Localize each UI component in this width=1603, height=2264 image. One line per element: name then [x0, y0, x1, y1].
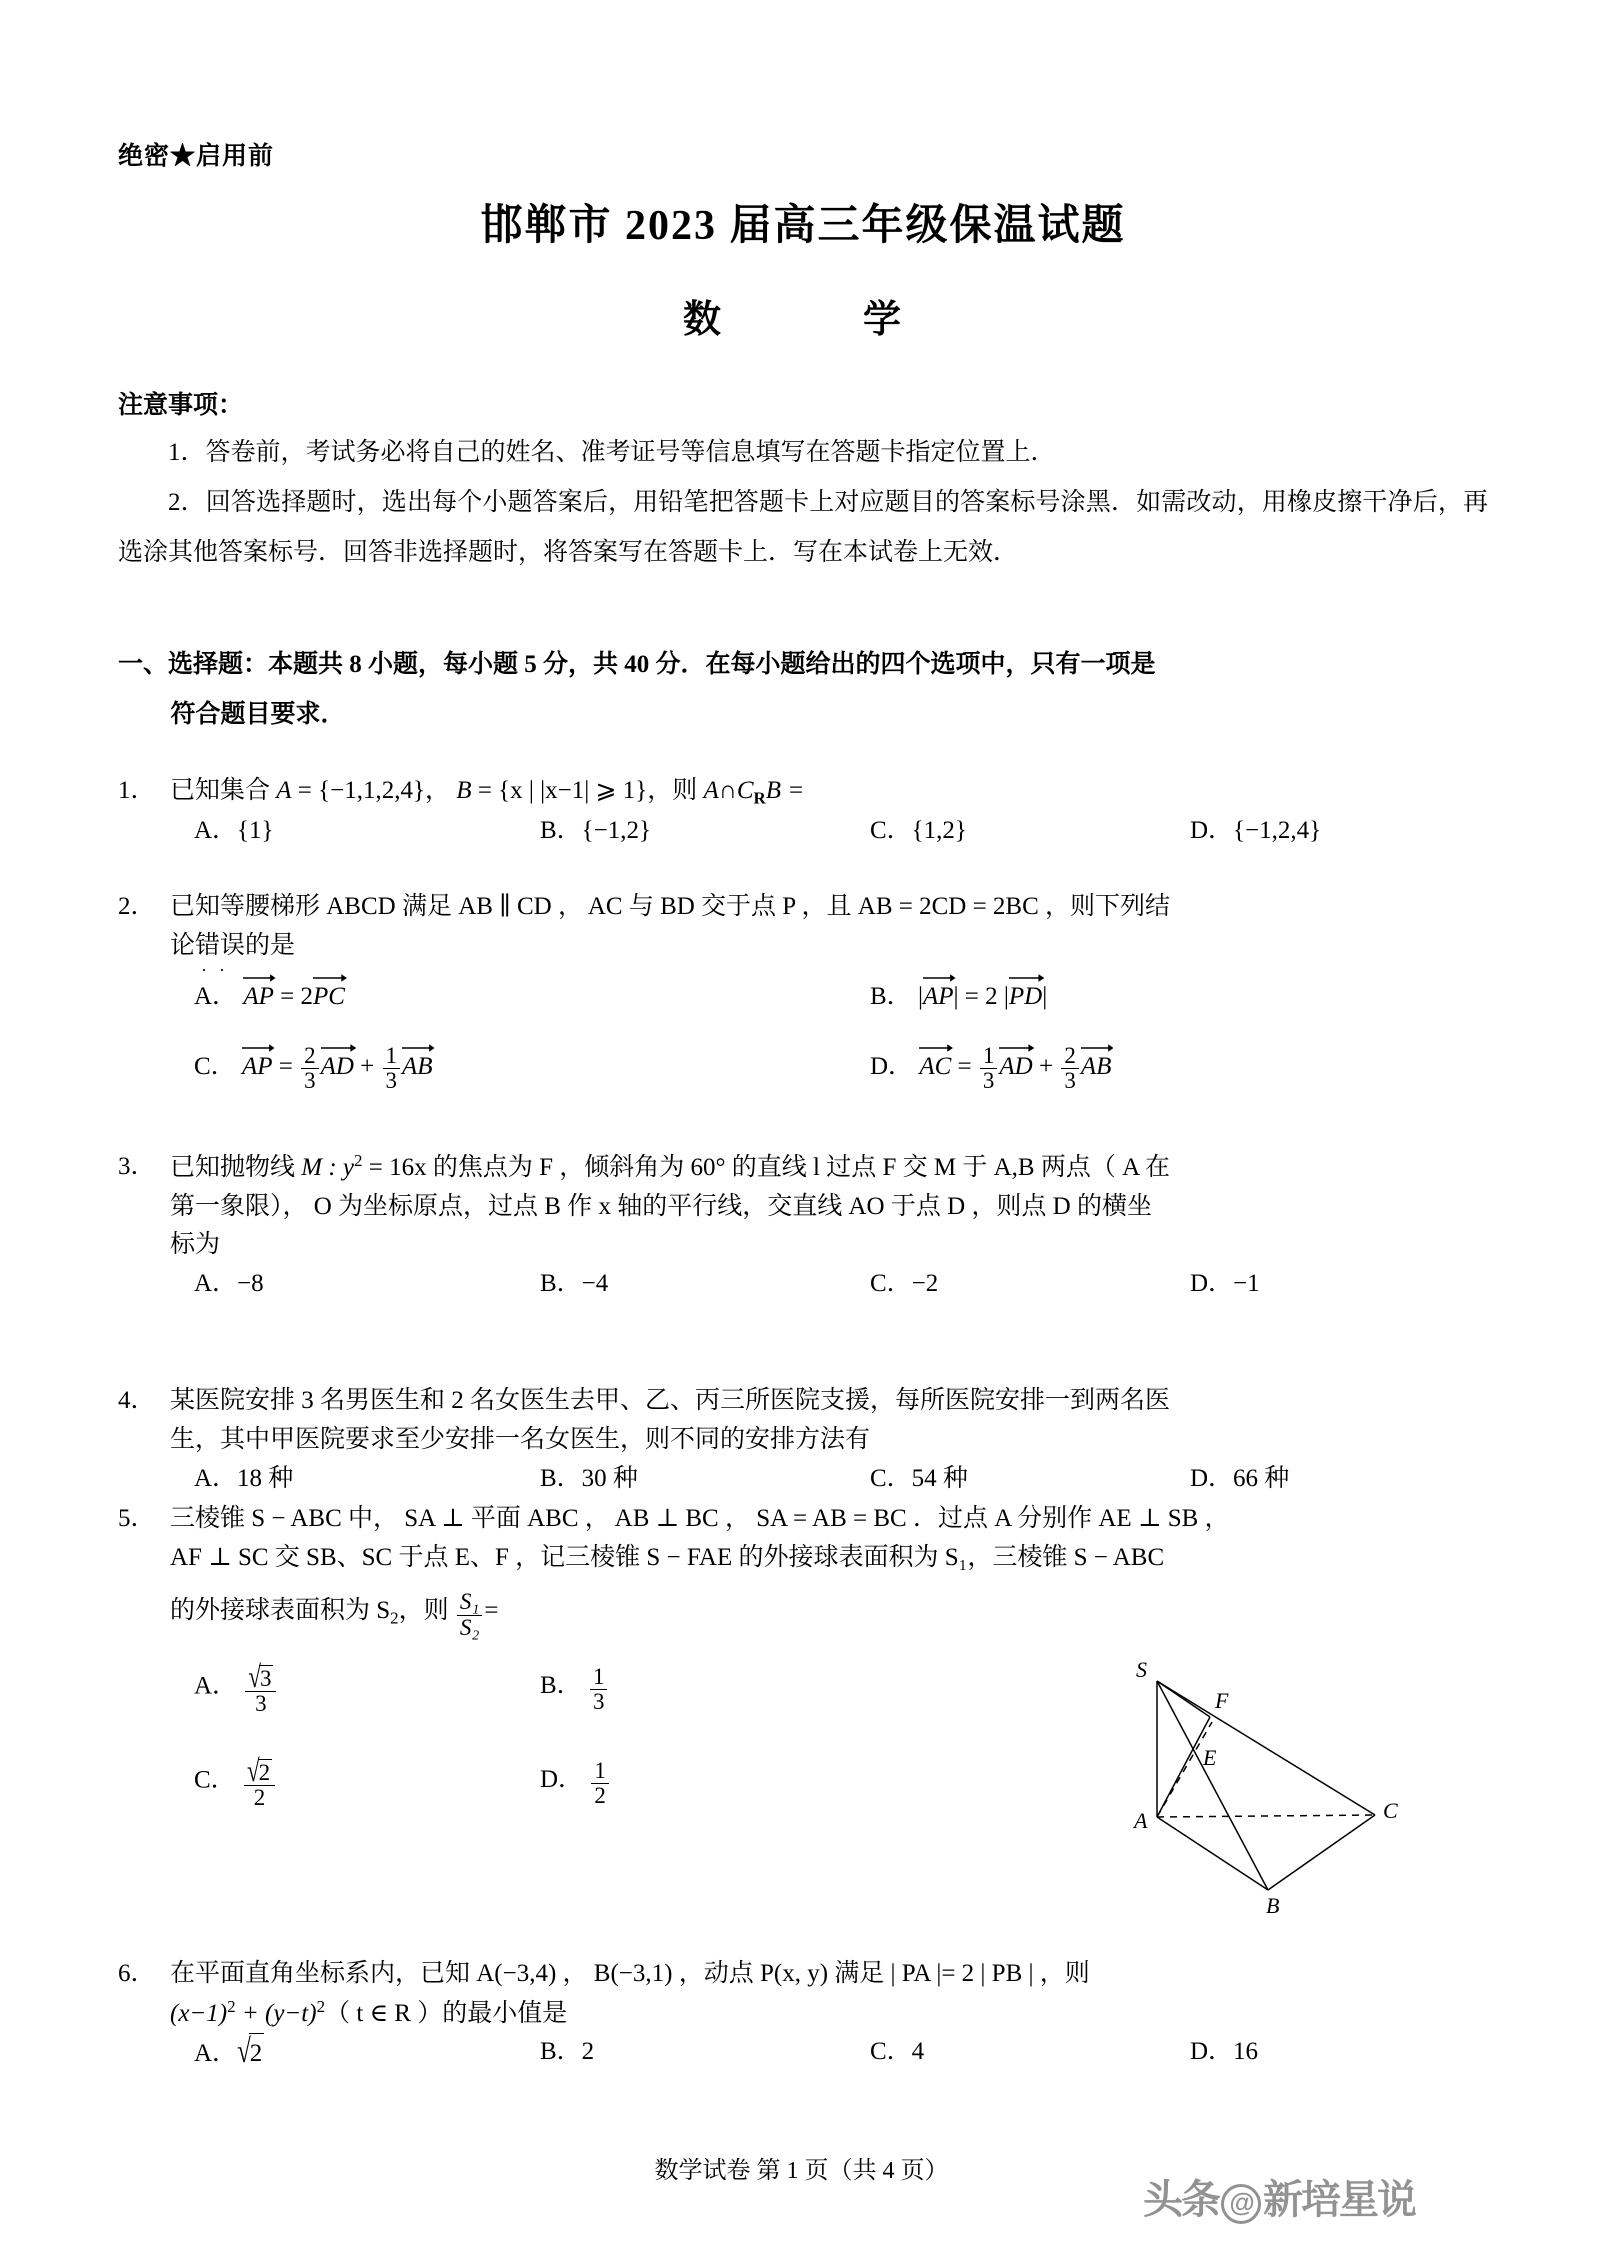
question-1-options [170, 812, 1488, 854]
sqrt-3-icon: √3 [248, 1659, 272, 1694]
q2-option-d[interactable]: D． AC = $\frac{1}{3}$ AD + $\frac{2}{3}$ AB [870, 1042, 1112, 1093]
q1-setA-value: {−1,1,2,4} [318, 777, 426, 804]
question-2-options-row-1 [170, 966, 1488, 1028]
q5-option-d[interactable] [540, 1759, 611, 1809]
q2-option-d-label: D． [870, 1052, 914, 1080]
fraction-1-3: $\frac{1}{3}$ [383, 1044, 401, 1094]
q3-line1-prefix: 已知抛物线 [170, 1153, 302, 1181]
q4-option-d[interactable]: D．66 种 [1190, 1464, 1290, 1492]
q1-stem-prefix: 已知集合 [170, 777, 277, 804]
q2-option-b-label: B． [870, 982, 912, 1010]
question-1-number: 1． [118, 777, 156, 804]
question-5-number: 5． [118, 1505, 156, 1532]
vector-AP-icon-2: AP [923, 976, 954, 1017]
q5-option-a[interactable] [194, 1659, 278, 1717]
fraction-1-over-3: $\frac{1}{3}$ [590, 1665, 608, 1715]
question-3-options [170, 1265, 1488, 1307]
q3-option-d[interactable]: D．−1 [1190, 1270, 1260, 1298]
fraction-sqrt2-over-2: $\frac{√2}{2}$ [244, 1759, 275, 1811]
section-one-line-1: 一、选择题：本题共 8 小题，每小题 5 分，共 40 分．在每小题给出的四个选项中，只有一项是 [118, 651, 1156, 678]
watermark-prefix: 头条 [1143, 2178, 1219, 2222]
fraction-2-3-b: $\frac{2}{3}$ [1061, 1044, 1079, 1094]
q6-term-2: + (y−t) [235, 1999, 317, 2027]
q6-option-d[interactable]: D．16 [1190, 2038, 1259, 2066]
q5-option-c-label: C． [194, 1765, 236, 1793]
question-4-options [170, 1460, 1488, 1502]
notice-list [118, 428, 1488, 578]
secret-label: 绝密★启用前 [118, 143, 275, 170]
question-6-line-1: 在平面直角坐标系内，已知 A(−3,4) ， B(−3,1) ，动点 P(x, y) 满足 | PA |= 2 | PB | ，则 [170, 1960, 1090, 1987]
question-3-body [170, 1148, 1488, 1307]
question-2-number: 2． [118, 893, 156, 920]
question-6-line-2 [170, 1994, 1488, 2034]
sqrt-2-icon-b: √2 [237, 2033, 264, 2074]
q4-option-c[interactable]: C．54 种 [870, 1464, 968, 1492]
q5-S2-sub: 2 [390, 1607, 399, 1627]
q4-option-b[interactable]: B．30 种 [540, 1464, 638, 1492]
question-3-line-3: 标为 [170, 1231, 221, 1259]
vector-AP-icon: AP [243, 976, 274, 1017]
q5-line3-mid: ，则 [398, 1596, 455, 1624]
question-3-line-2: 第一象限）， O 为坐标原点，过点 B 作 x 轴的平行线，交直线 AO 于点 D ，则点 D 的横坐 [170, 1192, 1152, 1220]
at-sign-icon: @ [1221, 2184, 1261, 2224]
q1-option-d[interactable]: D．{−1,2,4} [1190, 816, 1322, 844]
q5-option-c[interactable] [194, 1753, 277, 1811]
page-footer: 数学试卷 第 1 页（共 4 页） [654, 2158, 949, 2184]
vector-PC-icon: PC [313, 976, 345, 1017]
question-3 [118, 1148, 1488, 1307]
question-2-options-row-2 [170, 1028, 1488, 1114]
q2-stem-pre: 论 [170, 931, 196, 959]
q3-exponent: 2 [354, 1151, 363, 1170]
question-4 [118, 1382, 1488, 1502]
q2-option-b[interactable]: B． | AP| = 2 | PD| [870, 976, 1047, 1017]
q6-option-c[interactable]: C．4 [870, 2038, 925, 2066]
q2-stem-post: 的是 [245, 931, 296, 959]
ratio-S1-S2: $\frac{\text{S₁}}{\text{S₂}}$ [457, 1590, 483, 1640]
q1-setB-name: B [456, 777, 472, 804]
notice-heading: 注意事项： [118, 392, 244, 419]
question-2-stem-line-1: 已知等腰梯形 ABCD 满足 AB ∥ CD ， AC 与 BD 交于点 P ，且 AB = 2CD = 2BC ，则下列结 [170, 893, 1171, 920]
tetrahedron-figure [1090, 1625, 1420, 1925]
question-3-number: 3． [118, 1153, 156, 1180]
q3-option-c[interactable]: C．−2 [870, 1270, 939, 1298]
question-6-number: 6． [118, 1960, 156, 1987]
question-3-line-1 [170, 1148, 1488, 1188]
q6-exp-2: 2 [316, 1996, 326, 2016]
question-2 [118, 888, 1488, 1114]
vector-AB-icon-2: AB [1081, 1046, 1112, 1087]
figure-label-S: S [1136, 1657, 1147, 1682]
q3-parabola: M : y [301, 1153, 355, 1181]
section-one-heading [118, 640, 1488, 740]
q1-then: 则 [672, 777, 704, 804]
subject-title: 数 学 [682, 299, 923, 341]
notice-item-2: 2．回答选择题时，选出每个小题答案后，用铅笔把答题卡上对应题目的答案标号涂黑．如需改动，用橡皮擦干净后，再选涂其他答案标号．回答非选择题时，将答案写在答题卡上．写在本试卷上无效． [118, 489, 1488, 566]
question-1-body [170, 772, 1488, 854]
figure-label-C: C [1383, 1798, 1398, 1823]
q2-option-a[interactable]: A． AP = 2 PC [194, 976, 345, 1017]
question-5-line-2: AF ⊥ SC 交 SB、SC 于点 E、F ，记三棱锥 S − FAE 的外接球表面积为 S₁，三棱锥 S − ABC [170, 1543, 1165, 1571]
fraction-1-over-2: $\frac{1}{2}$ [591, 1759, 609, 1809]
q6-option-b[interactable]: B．2 [540, 2038, 595, 2066]
q4-option-a[interactable]: A．18 种 [194, 1464, 294, 1492]
q5-option-d-label: D． [540, 1765, 584, 1793]
vector-AC-icon: AC [919, 1046, 951, 1087]
q2-option-c-label: C． [194, 1052, 236, 1080]
q3-line1-rest: = 16x 的焦点为 F ，倾斜角为 60° 的直线 l 过点 F 交 M 于 A,B 两点（ A 在 [362, 1153, 1171, 1181]
q1-option-a[interactable]: A．{1} [194, 816, 274, 844]
vector-AD-icon: AD [321, 1046, 354, 1087]
q5-option-b[interactable] [540, 1665, 609, 1715]
q2-emphasis-word: 错误 ·· [195, 927, 245, 966]
q1-expr: A∩C [703, 777, 754, 804]
question-2-stem-line-2 [170, 927, 1488, 966]
figure-label-A: A [1134, 1808, 1148, 1833]
vector-AP-icon-3: AP [242, 1046, 273, 1087]
fraction-sqrt3-over-3: $\frac{√3}{3}$ [245, 1665, 276, 1717]
q6-exp-1: 2 [227, 1996, 236, 2016]
q6-option-a[interactable]: A．√2 [194, 2033, 264, 2074]
vector-PD-icon: PD [1009, 976, 1042, 1017]
tetrahedron-svg [1090, 1625, 1420, 1925]
q1-expr-sub: R [753, 788, 766, 808]
figure-label-E: E [1203, 1745, 1217, 1770]
question-4-number: 4． [118, 1387, 156, 1414]
q1-expr-tail: B = [765, 777, 805, 804]
question-5-line-1: 三棱锥 S − ABC 中， SA ⊥ 平面 ABC ， AB ⊥ BC ， SA = AB = BC ．过点 A 分别作 AE ⊥ SB ， [170, 1505, 1230, 1532]
q5-option-a-label: A． [194, 1671, 238, 1699]
question-1-stem: 已知集合 A = {−1,1,2,4}， B = {x | |x−1| ⩾ 1}，则 $A\cap C_RB$ = [170, 777, 805, 808]
q1-option-b[interactable]: B．{−1,2} [540, 816, 652, 844]
q1-option-c[interactable]: C．{1,2} [870, 816, 967, 844]
q6-term-1: (x−1) [170, 1999, 228, 2027]
q6-line2-tail: （ t ∈ R ）的最小值是 [325, 1999, 568, 2027]
q5-line3-equals: = [484, 1596, 499, 1624]
q2-option-a-label: A． [194, 982, 238, 1010]
q1-setB-value: {x | |x−1| ⩾ 1} [498, 777, 648, 804]
vector-AB-icon: AB [402, 1046, 433, 1087]
q3-option-b[interactable]: B．−4 [540, 1270, 609, 1298]
fraction-1-3-b: $\frac{1}{3}$ [980, 1044, 998, 1094]
watermark [1143, 2168, 1573, 2248]
page-title: 邯郸市 2023 届高三年级保温试题 [480, 203, 1126, 249]
notice-item-1: 1．答卷前，考试务必将自己的姓名、准考证号等信息填写在答题卡指定位置上． [168, 439, 1056, 466]
q5-line3-prefix: 的外接球表面积为 S [170, 1596, 391, 1624]
section-one-line-2: 符合题目要求． [170, 701, 346, 728]
question-1 [118, 772, 1488, 854]
question-6 [118, 1955, 1488, 2075]
q1-setA-name: A [276, 777, 292, 804]
question-4-line-1: 某医院安排 3 名男医生和 2 名女医生去甲、乙、丙三所医院支援，每所医院安排一到两名医 [170, 1387, 1171, 1414]
question-4-line-2: 生，其中甲医院要求至少安排一名女医生，则不同的安排方法有 [170, 1425, 871, 1453]
question-6-body [170, 1955, 1488, 2075]
watermark-handle: 新培星说 [1263, 2178, 1415, 2222]
vector-AD-icon-2: AD [999, 1046, 1032, 1087]
q3-option-a[interactable]: A．−8 [194, 1270, 264, 1298]
q5-option-b-label: B． [540, 1671, 582, 1699]
figure-label-B: B [1266, 1893, 1280, 1918]
sqrt-2-icon: √2 [246, 1753, 271, 1788]
question-6-options [170, 2033, 1488, 2075]
fraction-2-3: $\frac{2}{3}$ [301, 1044, 319, 1094]
question-4-body [170, 1382, 1488, 1502]
q2-option-c[interactable]: C． AP = $\frac{2}{3}$ AD + $\frac{1}{3}$ AB [194, 1042, 433, 1093]
figure-label-F: F [1215, 1688, 1229, 1713]
question-2-body [170, 888, 1488, 1114]
